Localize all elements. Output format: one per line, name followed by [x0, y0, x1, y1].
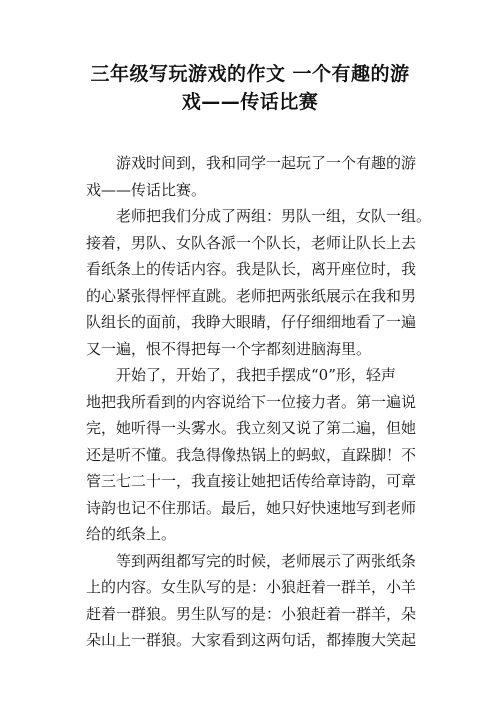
- text-line: 老师把我们分成了两组：男队一组，女队一组。: [116, 207, 432, 225]
- text-line: 完，她听得一头雾水。我立刻又说了第二遍，但她: [86, 419, 417, 437]
- paragraph-2: [86, 203, 432, 362]
- text-line: 的心紧张得怦怦直跳。老师把两张纸展示在我和男: [86, 286, 417, 305]
- text-line: 管三七二十一，我直接让她把话传给章诗韵，可章: [86, 472, 417, 490]
- text-line: 接着，男队、女队各派一个队长，老师让队长上去: [86, 233, 417, 252]
- document-body: [86, 150, 432, 654]
- document-title: [70, 60, 430, 116]
- paragraph-1: [86, 150, 432, 203]
- text-line: 朵山上一群狼。大家看到这两句话，都捧腹大笑起: [86, 631, 417, 649]
- text-line: 上的内容。女生队写的是：小狼赶着一群羊，小羊: [86, 578, 417, 596]
- title-line-2: 戏——传话比赛: [181, 91, 319, 113]
- text-line: 看纸条上的传话内容。我是队长，离开座位时，我: [86, 260, 417, 278]
- text-line: 戏——传话比赛。: [86, 180, 207, 199]
- text-line: 地把我所看到的内容说给下一位接力者。第一遍说: [86, 392, 417, 411]
- text-line: 队组长的面前，我睁大眼睛，仔仔细细地看了一遍: [86, 313, 417, 331]
- text-line: 给的纸条上。: [86, 525, 177, 543]
- title-line-1: 三年级写玩游戏的作文 一个有趣的游: [90, 63, 410, 85]
- paragraph-4: [86, 548, 432, 654]
- text-line: 诗韵也记不住那话。最后，她只好快速地写到老师: [86, 498, 417, 517]
- text-line: 开始了，开始了，我把手摆成“0”形，轻声: [116, 366, 396, 384]
- text-line: 还是听不懂。我急得像热锅上的蚂蚁，直跺脚！不: [86, 445, 417, 464]
- paragraph-3: [86, 362, 432, 548]
- text-line: 等到两组都写完的时候，老师展示了两张纸条: [116, 551, 417, 570]
- text-line: 赶着一群狼。男生队写的是：小狼赶着一群羊，朵: [86, 604, 417, 623]
- text-line: 又一遍，恨不得把每一个字都刻进脑海里。: [86, 339, 372, 358]
- text-line: 游戏时间到，我和同学一起玩了一个有趣的游: [116, 154, 417, 172]
